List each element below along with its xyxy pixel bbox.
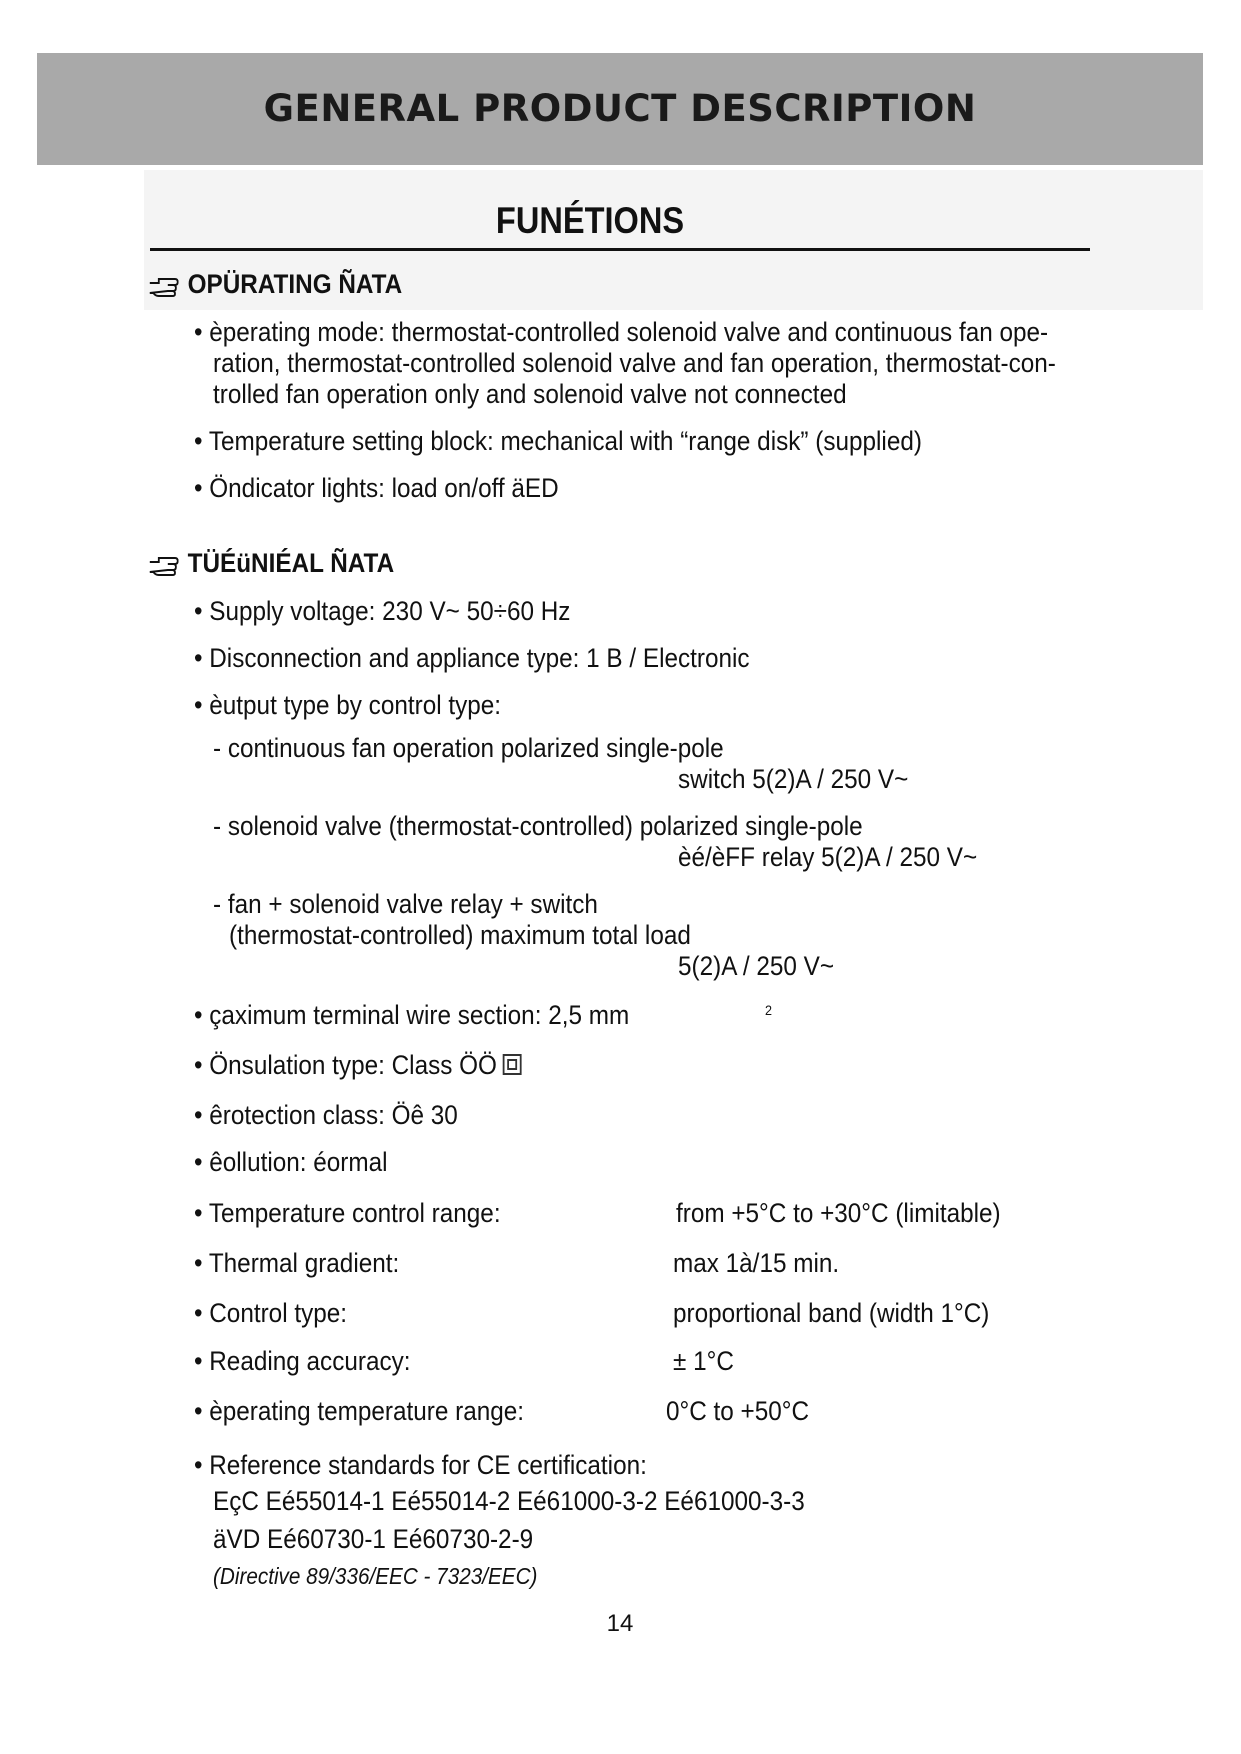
- emc-standards-line: EçC Eé55014-1 Eé55014-2 Eé61000-3-2 Eé61000-3-3: [213, 1486, 805, 1516]
- page-number: 14: [606, 1610, 634, 1637]
- spec-value: from +5°C to +30°C (limitable): [676, 1198, 1001, 1228]
- operating-data-heading: [148, 267, 402, 301]
- temperature-setting-item: • Temperature setting block: mechanical with “range disk” (supplied): [194, 426, 922, 456]
- spec-value: max 1à/15 min.: [673, 1248, 840, 1278]
- output-combined-line-2: (thermostat-controlled) maximum total load: [229, 920, 691, 950]
- output-valve-line-1: - solenoid valve (thermostat-controlled) polarized single-pole: [213, 811, 863, 841]
- double-insulation-icon: [502, 1054, 521, 1075]
- section-title: FUNÉTIONS: [495, 200, 685, 241]
- protection-class-item: • êrotection class: Öê 30: [194, 1100, 458, 1130]
- technical-data-heading: [148, 546, 394, 580]
- spec-label: • Thermal gradient:: [194, 1248, 400, 1278]
- insulation-type-text: • Önsulation type: Class ÖÖ: [194, 1050, 497, 1080]
- operating-mode-line-2: ration, thermostat-controlled solenoid valve and fan operation, thermostat-con-: [213, 348, 1056, 378]
- operating-mode-line-1: • èperating mode: thermostat-controlled solenoid valve and continuous fan ope-: [194, 317, 1049, 347]
- insulation-type-item: [194, 1049, 521, 1081]
- output-valve-line-2: èé/èFF relay 5(2)A / 250 V~: [678, 842, 978, 872]
- spec-value: proportional band (width 1°C): [673, 1298, 990, 1328]
- pointing-hand-icon: [148, 275, 179, 297]
- lvd-standards-line: äVD Eé60730-1 Eé60730-2-9: [213, 1524, 534, 1554]
- wire-section-item: • çaximum terminal wire section: 2,5 mm: [194, 1000, 630, 1030]
- output-combined-line-1: - fan + solenoid valve relay + switch: [213, 889, 598, 919]
- spec-label: • èperating temperature range:: [194, 1396, 525, 1426]
- pointing-hand-icon: [148, 554, 179, 576]
- directive-line: (Directive 89/336/EEC - 7323/EEC): [213, 1563, 538, 1589]
- spec-label: • Temperature control range:: [194, 1198, 501, 1228]
- header-banner: [37, 53, 1203, 165]
- output-combined-line-3: 5(2)A / 250 V~: [678, 951, 835, 981]
- section-divider: [150, 248, 1090, 251]
- output-type-item: • èutput type by control type:: [194, 690, 502, 720]
- disconnection-item: • Disconnection and appliance type: 1 B / Electronic: [194, 643, 750, 673]
- spec-value: ± 1°C: [673, 1346, 734, 1376]
- reference-standards-item: • Reference standards for CE certification:: [194, 1450, 647, 1480]
- technical-data-heading-text: TÜÉüNIÉAL ÑATA: [187, 548, 395, 578]
- indicator-lights-item: • Öndicator lights: load on/off äED: [194, 473, 559, 503]
- pollution-item: • êollution: éormal: [194, 1147, 388, 1177]
- spec-label: • Reading accuracy:: [194, 1346, 411, 1376]
- output-fan-line-2: switch 5(2)A / 250 V~: [678, 764, 909, 794]
- operating-mode-line-3: trolled fan operation only and solenoid valve not connected: [213, 379, 847, 409]
- spec-value: 0°C to +50°C: [666, 1396, 810, 1426]
- operating-data-heading-text: OPÜRATING ÑATA: [187, 269, 403, 299]
- wire-section-superscript: 2: [765, 1002, 773, 1018]
- spec-label: • Control type:: [194, 1298, 348, 1328]
- page-header-title: GENERAL PRODUCT DESCRIPTION: [263, 87, 977, 130]
- supply-voltage-item: • Supply voltage: 230 V~ 50÷60 Hz: [194, 596, 571, 626]
- output-fan-line-1: - continuous fan operation polarized single-pole: [213, 733, 724, 763]
